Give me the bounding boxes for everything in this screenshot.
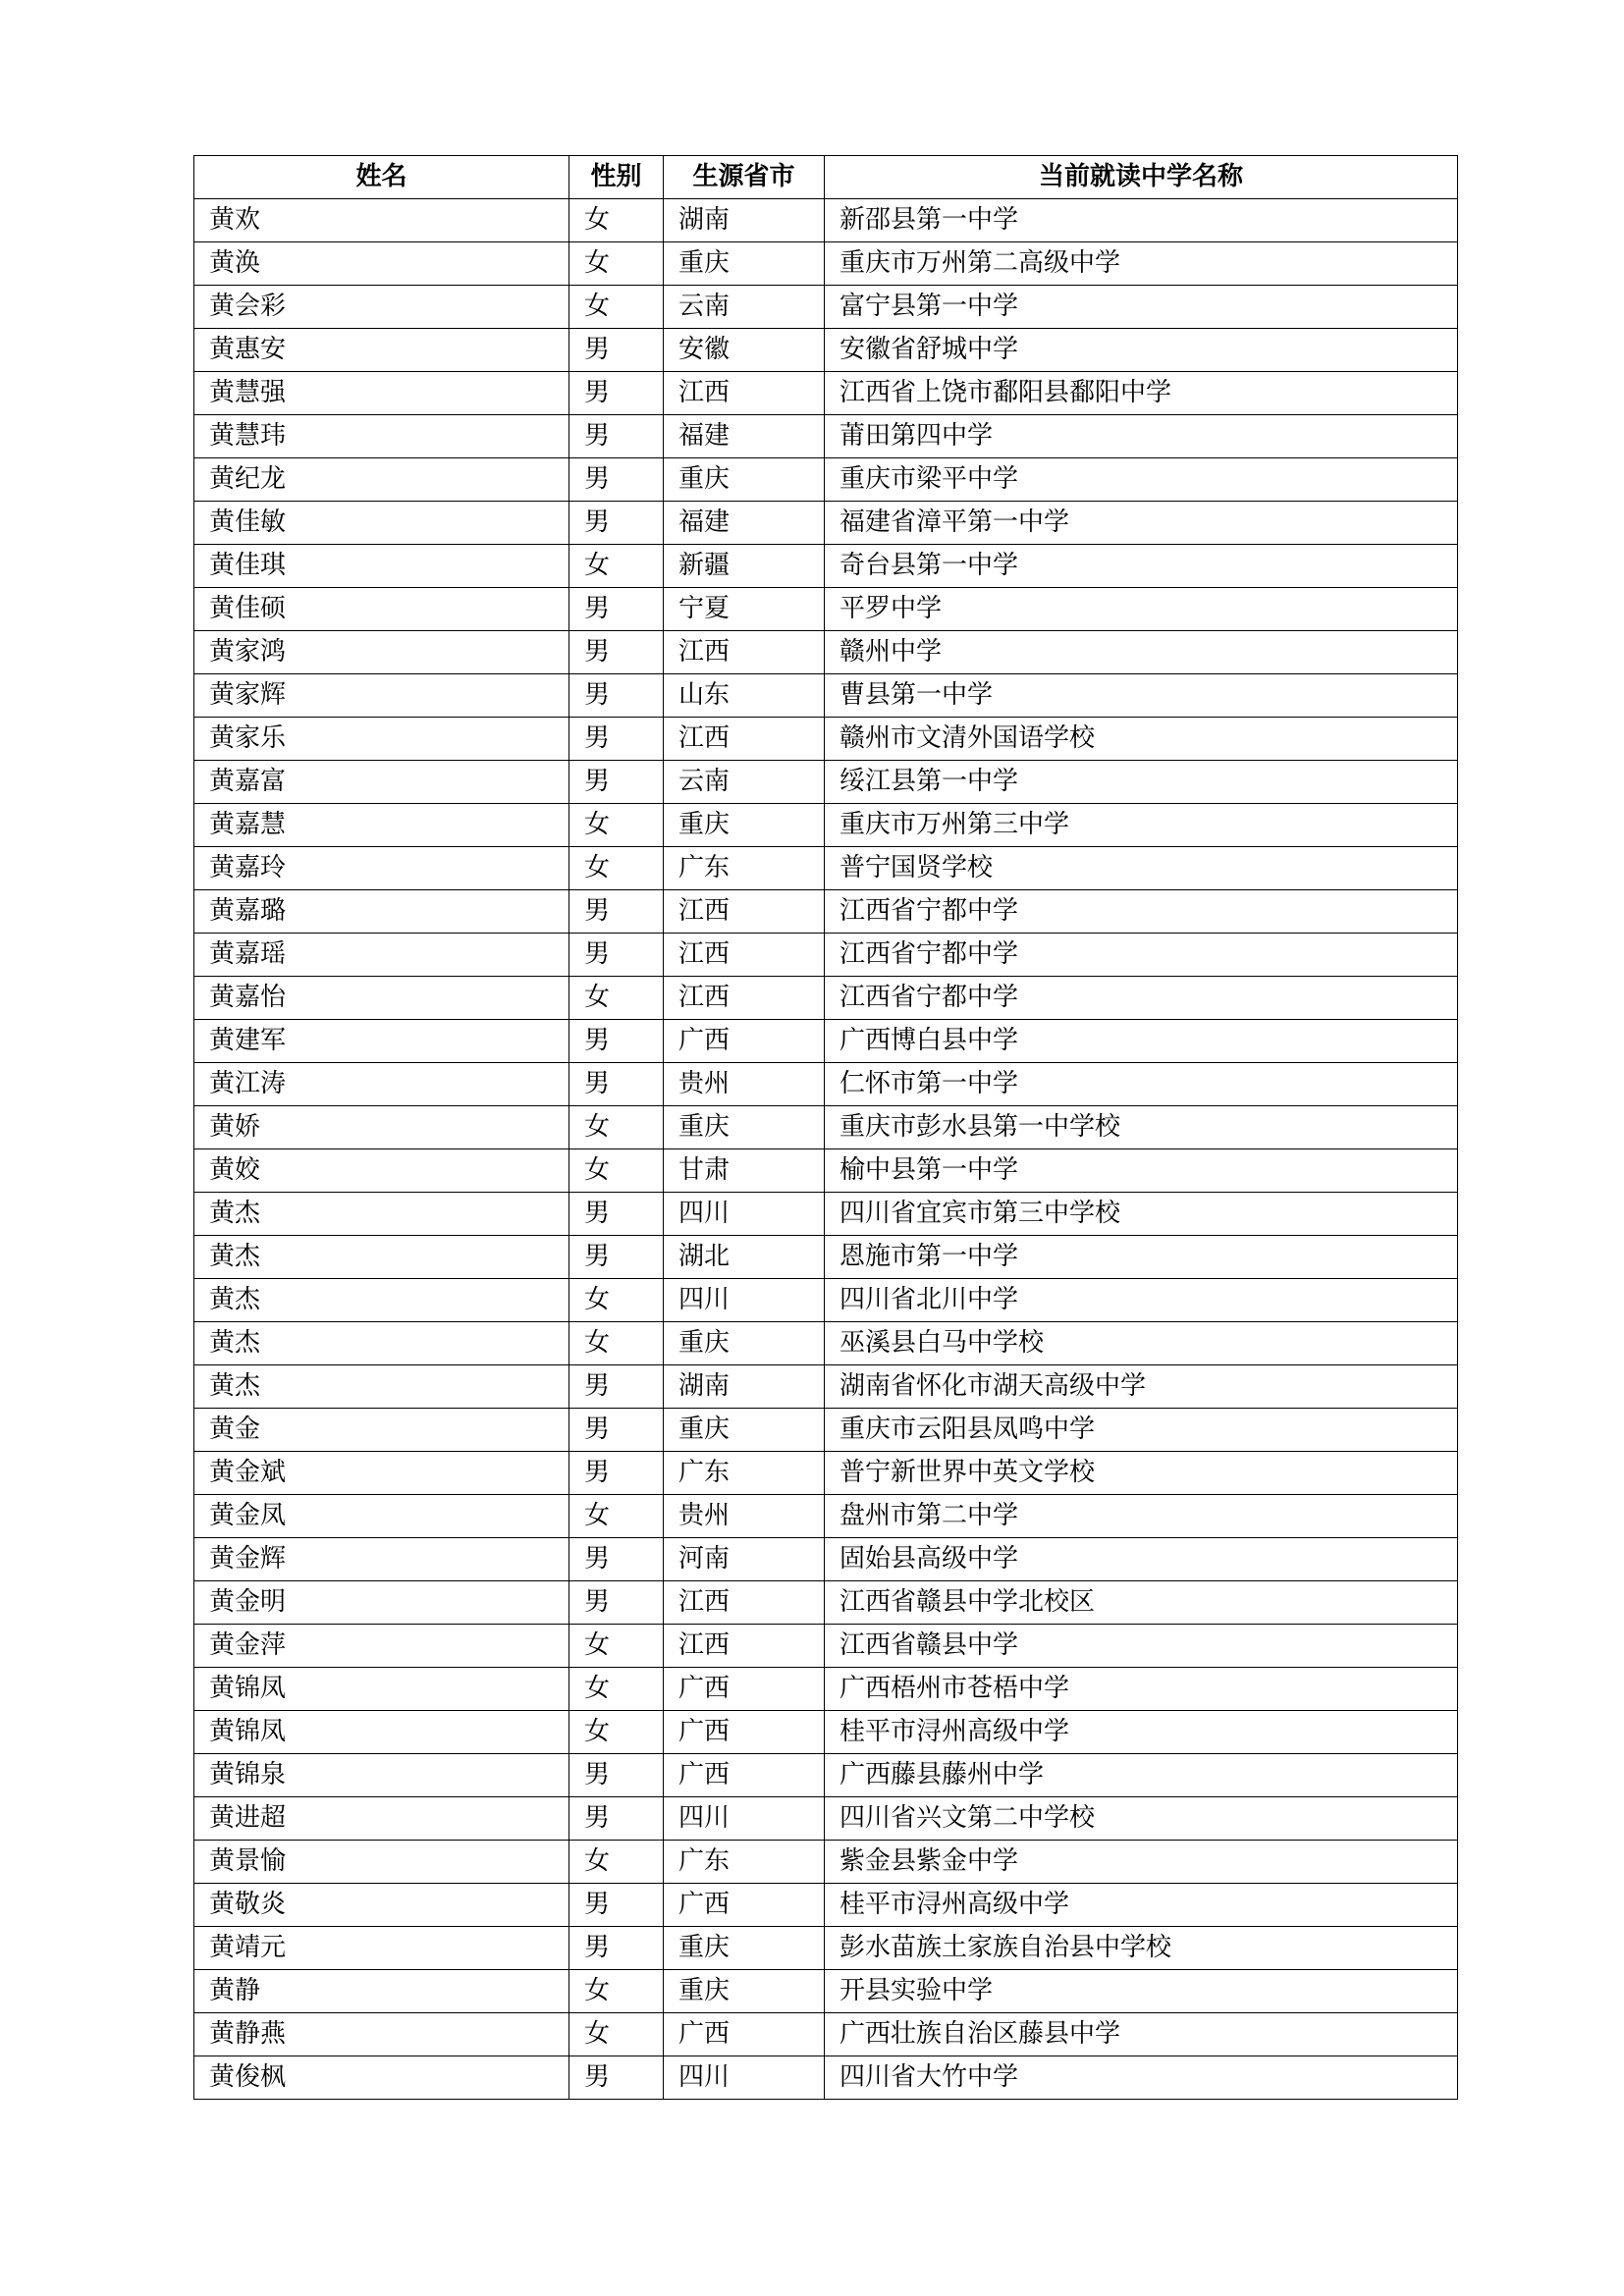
cell-province: 重庆 (664, 1322, 825, 1365)
cell-school: 绥江县第一中学 (825, 761, 1458, 804)
cell-province: 重庆 (664, 1970, 825, 2013)
header-name: 姓名 (194, 156, 569, 199)
cell-name: 黄静 (194, 1970, 569, 2013)
cell-school: 赣州市文清外国语学校 (825, 718, 1458, 761)
cell-gender: 女 (569, 2013, 664, 2056)
table-row (194, 1020, 1458, 1063)
cell-province: 湖南 (664, 199, 825, 242)
cell-province: 云南 (664, 761, 825, 804)
cell-name: 黄锦凤 (194, 1711, 569, 1754)
cell-gender: 男 (569, 1581, 664, 1625)
cell-name: 黄金萍 (194, 1625, 569, 1668)
cell-school: 湖南省怀化市湖天高级中学 (825, 1365, 1458, 1409)
table-row (194, 1797, 1458, 1841)
cell-gender: 女 (569, 286, 664, 329)
cell-province: 江西 (664, 631, 825, 674)
cell-name: 黄静燕 (194, 2013, 569, 2056)
cell-province: 山东 (664, 674, 825, 718)
cell-school: 仁怀市第一中学 (825, 1063, 1458, 1106)
cell-gender: 女 (569, 242, 664, 286)
cell-name: 黄建军 (194, 1020, 569, 1063)
cell-name: 黄俊枫 (194, 2056, 569, 2100)
table-row (194, 847, 1458, 890)
table-row (194, 2056, 1458, 2100)
cell-province: 重庆 (664, 1106, 825, 1149)
cell-gender: 女 (569, 199, 664, 242)
table-row (194, 718, 1458, 761)
cell-name: 黄会彩 (194, 286, 569, 329)
table-row (194, 1149, 1458, 1193)
cell-name: 黄娇 (194, 1106, 569, 1149)
cell-province: 广西 (664, 1754, 825, 1797)
cell-school: 平罗中学 (825, 588, 1458, 631)
cell-province: 湖南 (664, 1365, 825, 1409)
cell-province: 甘肃 (664, 1149, 825, 1193)
cell-school: 巫溪县白马中学校 (825, 1322, 1458, 1365)
cell-gender: 女 (569, 545, 664, 588)
cell-gender: 女 (569, 847, 664, 890)
cell-province: 贵州 (664, 1495, 825, 1538)
cell-school: 福建省漳平第一中学 (825, 502, 1458, 545)
cell-name: 黄纪龙 (194, 458, 569, 502)
cell-school: 普宁新世界中英文学校 (825, 1452, 1458, 1495)
header-school: 当前就读中学名称 (825, 156, 1458, 199)
cell-province: 广东 (664, 1452, 825, 1495)
cell-name: 黄佳琪 (194, 545, 569, 588)
cell-province: 重庆 (664, 1409, 825, 1452)
cell-school: 桂平市浔州高级中学 (825, 1711, 1458, 1754)
cell-school: 曹县第一中学 (825, 674, 1458, 718)
cell-school: 江西省赣县中学北校区 (825, 1581, 1458, 1625)
cell-name: 黄嘉慧 (194, 804, 569, 847)
table-row (194, 890, 1458, 934)
cell-gender: 女 (569, 1149, 664, 1193)
table-row (194, 2013, 1458, 2056)
table-row (194, 545, 1458, 588)
cell-gender: 男 (569, 458, 664, 502)
table-row (194, 1365, 1458, 1409)
cell-province: 江西 (664, 1581, 825, 1625)
cell-gender: 男 (569, 372, 664, 415)
cell-school: 重庆市万州第三中学 (825, 804, 1458, 847)
table-row (194, 372, 1458, 415)
cell-province: 贵州 (664, 1063, 825, 1106)
cell-school: 安徽省舒城中学 (825, 329, 1458, 372)
table-row (194, 1322, 1458, 1365)
cell-province: 河南 (664, 1538, 825, 1581)
cell-province: 福建 (664, 502, 825, 545)
table-row (194, 415, 1458, 458)
header-gender: 性别 (569, 156, 664, 199)
table-row (194, 1409, 1458, 1452)
cell-name: 黄慧玮 (194, 415, 569, 458)
cell-school: 莆田第四中学 (825, 415, 1458, 458)
cell-province: 安徽 (664, 329, 825, 372)
table-row (194, 1754, 1458, 1797)
cell-gender: 女 (569, 1279, 664, 1322)
cell-province: 四川 (664, 1797, 825, 1841)
cell-province: 福建 (664, 415, 825, 458)
table-header (194, 156, 1458, 199)
cell-gender: 女 (569, 1106, 664, 1149)
cell-name: 黄靖元 (194, 1927, 569, 1970)
cell-gender: 男 (569, 1538, 664, 1581)
cell-gender: 男 (569, 588, 664, 631)
cell-school: 赣州中学 (825, 631, 1458, 674)
cell-province: 湖北 (664, 1236, 825, 1279)
table-body (194, 199, 1458, 2100)
table-row (194, 1927, 1458, 1970)
cell-province: 江西 (664, 934, 825, 977)
cell-school: 广西梧州市苍梧中学 (825, 1668, 1458, 1711)
cell-school: 重庆市云阳县凤鸣中学 (825, 1409, 1458, 1452)
cell-gender: 男 (569, 1193, 664, 1236)
cell-school: 江西省宁都中学 (825, 934, 1458, 977)
cell-school: 广西博白县中学 (825, 1020, 1458, 1063)
cell-school: 固始县高级中学 (825, 1538, 1458, 1581)
cell-school: 盘州市第二中学 (825, 1495, 1458, 1538)
cell-gender: 男 (569, 1754, 664, 1797)
table-row (194, 1581, 1458, 1625)
table-row (194, 1106, 1458, 1149)
cell-name: 黄金斌 (194, 1452, 569, 1495)
cell-gender: 女 (569, 1711, 664, 1754)
cell-school: 江西省宁都中学 (825, 890, 1458, 934)
cell-gender: 男 (569, 1409, 664, 1452)
cell-province: 重庆 (664, 458, 825, 502)
cell-province: 四川 (664, 1193, 825, 1236)
cell-name: 黄进超 (194, 1797, 569, 1841)
cell-gender: 女 (569, 1322, 664, 1365)
cell-school: 江西省上饶市鄱阳县鄱阳中学 (825, 372, 1458, 415)
cell-name: 黄家辉 (194, 674, 569, 718)
table-row (194, 1452, 1458, 1495)
table-row (194, 199, 1458, 242)
cell-province: 广东 (664, 847, 825, 890)
table-row (194, 1711, 1458, 1754)
cell-gender: 女 (569, 1625, 664, 1668)
cell-school: 普宁国贤学校 (825, 847, 1458, 890)
cell-province: 广西 (664, 1020, 825, 1063)
table-row (194, 1970, 1458, 2013)
cell-gender: 男 (569, 631, 664, 674)
cell-province: 广东 (664, 1841, 825, 1884)
cell-gender: 女 (569, 1841, 664, 1884)
cell-province: 云南 (664, 286, 825, 329)
table-row (194, 1193, 1458, 1236)
cell-gender: 男 (569, 329, 664, 372)
cell-name: 黄杰 (194, 1236, 569, 1279)
cell-school: 江西省宁都中学 (825, 977, 1458, 1020)
table-row (194, 977, 1458, 1020)
table-row (194, 1625, 1458, 1668)
cell-name: 黄嘉富 (194, 761, 569, 804)
cell-school: 四川省宜宾市第三中学校 (825, 1193, 1458, 1236)
cell-province: 广西 (664, 1711, 825, 1754)
table-row (194, 588, 1458, 631)
cell-name: 黄金辉 (194, 1538, 569, 1581)
cell-gender: 男 (569, 1063, 664, 1106)
cell-name: 黄金凤 (194, 1495, 569, 1538)
cell-gender: 男 (569, 890, 664, 934)
cell-province: 广西 (664, 2013, 825, 2056)
cell-school: 江西省赣县中学 (825, 1625, 1458, 1668)
cell-gender: 男 (569, 1020, 664, 1063)
cell-school: 奇台县第一中学 (825, 545, 1458, 588)
cell-name: 黄杰 (194, 1279, 569, 1322)
cell-school: 富宁县第一中学 (825, 286, 1458, 329)
cell-gender: 男 (569, 1927, 664, 1970)
cell-province: 宁夏 (664, 588, 825, 631)
cell-name: 黄佳敏 (194, 502, 569, 545)
cell-school: 四川省兴文第二中学校 (825, 1797, 1458, 1841)
cell-name: 黄姣 (194, 1149, 569, 1193)
cell-name: 黄嘉璐 (194, 890, 569, 934)
cell-school: 桂平市浔州高级中学 (825, 1884, 1458, 1927)
cell-gender: 男 (569, 1797, 664, 1841)
cell-name: 黄景愉 (194, 1841, 569, 1884)
table-row (194, 286, 1458, 329)
cell-gender: 女 (569, 1495, 664, 1538)
table-row (194, 1668, 1458, 1711)
cell-school: 四川省北川中学 (825, 1279, 1458, 1322)
cell-name: 黄金 (194, 1409, 569, 1452)
cell-gender: 女 (569, 804, 664, 847)
cell-province: 重庆 (664, 804, 825, 847)
cell-gender: 男 (569, 934, 664, 977)
cell-province: 江西 (664, 718, 825, 761)
cell-gender: 男 (569, 1365, 664, 1409)
cell-province: 江西 (664, 1625, 825, 1668)
cell-gender: 男 (569, 1236, 664, 1279)
cell-name: 黄嘉怡 (194, 977, 569, 1020)
table-row (194, 1841, 1458, 1884)
cell-gender: 男 (569, 415, 664, 458)
cell-gender: 男 (569, 718, 664, 761)
cell-province: 新疆 (664, 545, 825, 588)
table-row (194, 761, 1458, 804)
cell-gender: 男 (569, 2056, 664, 2100)
cell-name: 黄惠安 (194, 329, 569, 372)
table-row (194, 458, 1458, 502)
cell-name: 黄杰 (194, 1193, 569, 1236)
cell-name: 黄嘉瑶 (194, 934, 569, 977)
cell-name: 黄慧强 (194, 372, 569, 415)
cell-name: 黄涣 (194, 242, 569, 286)
table-row (194, 674, 1458, 718)
table-row (194, 329, 1458, 372)
cell-name: 黄江涛 (194, 1063, 569, 1106)
table-row (194, 1495, 1458, 1538)
cell-name: 黄欢 (194, 199, 569, 242)
cell-gender: 男 (569, 674, 664, 718)
header-row (194, 156, 1458, 199)
cell-gender: 男 (569, 1452, 664, 1495)
cell-gender: 女 (569, 977, 664, 1020)
table-row (194, 242, 1458, 286)
cell-name: 黄嘉玲 (194, 847, 569, 890)
cell-gender: 男 (569, 761, 664, 804)
cell-school: 重庆市梁平中学 (825, 458, 1458, 502)
table-row (194, 1236, 1458, 1279)
student-roster-table (193, 155, 1458, 2100)
cell-name: 黄锦泉 (194, 1754, 569, 1797)
cell-name: 黄敬炎 (194, 1884, 569, 1927)
cell-province: 四川 (664, 2056, 825, 2100)
cell-school: 重庆市万州第二高级中学 (825, 242, 1458, 286)
cell-name: 黄家鸿 (194, 631, 569, 674)
cell-school: 彭水苗族土家族自治县中学校 (825, 1927, 1458, 1970)
table-row (194, 631, 1458, 674)
cell-school: 恩施市第一中学 (825, 1236, 1458, 1279)
cell-province: 重庆 (664, 1927, 825, 1970)
cell-province: 广西 (664, 1668, 825, 1711)
cell-province: 江西 (664, 977, 825, 1020)
header-province: 生源省市 (664, 156, 825, 199)
cell-school: 榆中县第一中学 (825, 1149, 1458, 1193)
cell-name: 黄杰 (194, 1322, 569, 1365)
table-row (194, 1884, 1458, 1927)
cell-province: 江西 (664, 372, 825, 415)
cell-school: 广西壮族自治区藤县中学 (825, 2013, 1458, 2056)
table-row (194, 804, 1458, 847)
cell-province: 江西 (664, 890, 825, 934)
cell-province: 重庆 (664, 242, 825, 286)
cell-province: 四川 (664, 1279, 825, 1322)
cell-school: 紫金县紫金中学 (825, 1841, 1458, 1884)
cell-school: 开县实验中学 (825, 1970, 1458, 2013)
cell-school: 新邵县第一中学 (825, 199, 1458, 242)
table-row (194, 1538, 1458, 1581)
cell-name: 黄锦凤 (194, 1668, 569, 1711)
cell-gender: 男 (569, 1884, 664, 1927)
cell-name: 黄佳硕 (194, 588, 569, 631)
table-row (194, 934, 1458, 977)
cell-gender: 女 (569, 1668, 664, 1711)
cell-name: 黄杰 (194, 1365, 569, 1409)
cell-school: 重庆市彭水县第一中学校 (825, 1106, 1458, 1149)
cell-province: 广西 (664, 1884, 825, 1927)
cell-gender: 男 (569, 502, 664, 545)
table-row (194, 1279, 1458, 1322)
cell-school: 广西藤县藤州中学 (825, 1754, 1458, 1797)
cell-name: 黄金明 (194, 1581, 569, 1625)
table-row (194, 1063, 1458, 1106)
cell-school: 四川省大竹中学 (825, 2056, 1458, 2100)
cell-gender: 女 (569, 1970, 664, 2013)
cell-name: 黄家乐 (194, 718, 569, 761)
table-row (194, 502, 1458, 545)
